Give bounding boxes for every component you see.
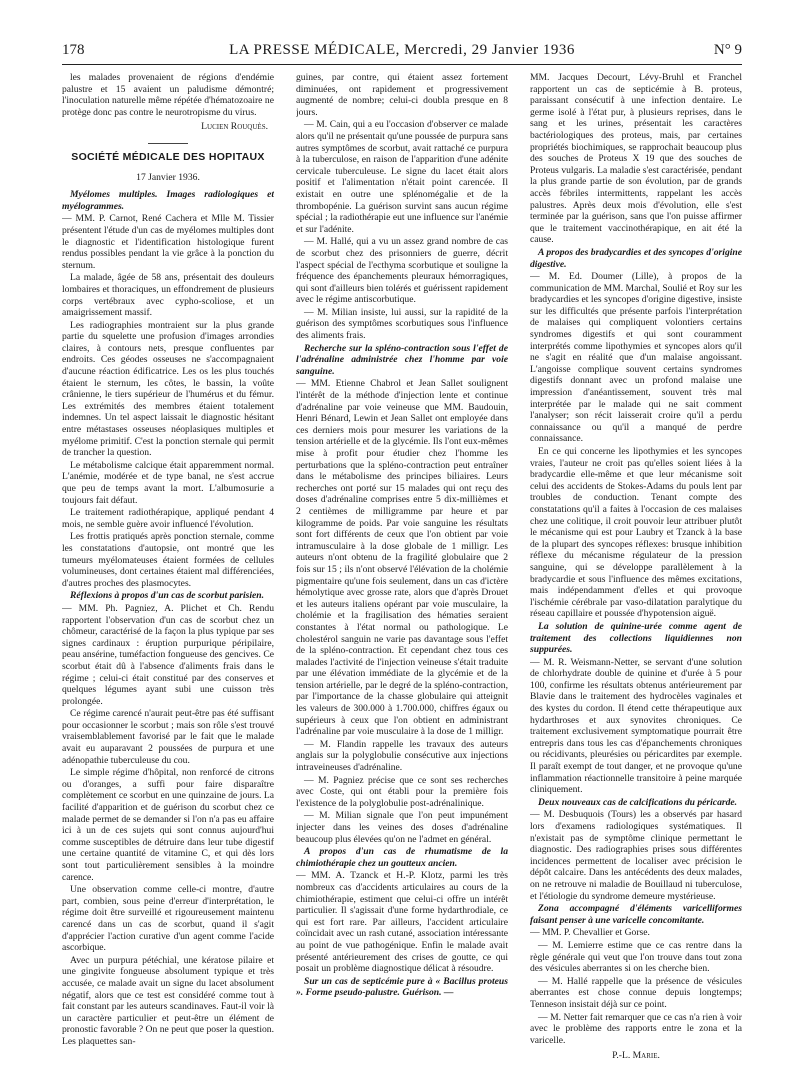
paragraph: — M. R. Weismann-Netter, se servant d'une solution de chlorhydrate double de quinine et d'urée à 5 pour 100, confirme les résultats obtenus antérieurement par Blavie dans le traitement des hydrocèles vaginales et des kystes du cordon. Il étend cette thérapeutique aux hydarthroses et aux synovites chroniques. Ce traitement exclusivement symptomatique pourrait être entrepris dans tous les cas d'épanchements chroniques ou récidivants, pleurésies ou péricardites par exemple. Il paraît exempt de tout danger, et ne provoque qu'une inflammation réactionnelle transitoire à peine marquée cliniquement. (530, 656, 742, 796)
paragraph: — M. Pagniez précise que ce sont ses recherches avec Coste, qui ont établi pour la première fois l'existence de la polyglobulie post-adrénalinique. (296, 774, 508, 809)
paragraph: — MM. P. Chevallier et Gorse. (530, 927, 650, 939)
column-3 (530, 72, 742, 1072)
paragraph: — M. Ed. Doumer (Lille), à propos de la communication de MM. Marchal, Soulié et Roy sur les bradycardies et les syncopes d'origine digestive, insiste sur les difficultés que présente parfois l'interprétation de malaises qui compliquent volontiers certains syndromes digestifs et qui sont couramment interprétés comme lipothymies et syncopes alors qu'il ne s'agit en réalité que d'un malaise angoissant. L'angoisse complique souvent certains syndromes digestifs donnant avec un profond malaise une impression d'anéantissement, souvent très mal interprétée par le malade qui ne sait comment l'analyser; son récit laisserait croire qu'il a perdu connaissance ou qu'il a manqué de perdre connaissance. (530, 271, 742, 445)
paragraph: — M. Desbuquois (Tours) les a observés par hasard lors d'examens radiologiques systématiques. Il n'existait pas de symptôme clinique permettant le diagnostic. Des radiographies prises sous différentes incidences permettent de localiser avec précision le dépôt calcaire. Dans les antécédents des deux malades, on ne retrouve ni maladie de Bouillaud ni tuberculose, et l'étiologie du syndrome demeure mystérieuse. (530, 809, 742, 902)
paragraph: — MM. P. Carnot, René Cachera et Mlle M. Tissier présentent l'étude d'un cas de myélomes multiples dont le diagnostic et l'identification histologique furent rendus possibles pendant la vie grâce à la ponction du sternum. (62, 213, 274, 271)
report-title: A propos des bradycardies et des syncopes d'origine digestive. (530, 246, 742, 270)
paragraph: Le métabolisme calcique était apparemment normal. L'anémie, modérée et de type banal, ne s'est accrue que peu de temps avant la mort. L'albumosurie a toujours fait défaut. (62, 459, 274, 506)
paragraph: Le simple régime d'hôpital, non renforcé de citrons ou d'oranges, a suffi pour faire disparaître complètement ce scorbut en une quinzaine de jours. La facilité d'apparition et de guérison du scorbut chez ce malade permet de se demander si l'on n'a pas eu affaire ici à un de ces sujets qui sont connus aujourd'hui comme susceptibles de détruire dans leur tube digestif une certaine quantité de vitamine C, et qui dès lors sont tout particulièrement sensibles à la moindre carence. (62, 767, 274, 883)
report-title: Deux nouveaux cas de calcifications du péricarde. (538, 796, 738, 808)
report-title: A propos d'un cas de rhumatisme de la chimiothérapie chez un goutteux ancien. (296, 846, 508, 869)
paragraph: — M. Milian insiste, lui aussi, sur la rapidité de la guérison des symptômes scorbutiques sous l'influence des aliments frais. (296, 306, 508, 342)
paragraph: — M. Netter fait remarquer que ce cas n'a rien à voir avec le problème des rapports entre le zona et la varicelle. (530, 1011, 742, 1046)
paragraph: Les radiographies montraient sur la plus grande partie du squelette une profusion d'images arrondies claires, à contours nets, presque confluentes par endroits. Ces géodes osseuses ne s'accompagnaient d'aucune réaction édificatrice. Les os les plus touchés étaient le sternum, les côtes, le bassin, la voûte crânienne, le tiers supérieur de l'humérus et du fémur. Les extrémités des membres étaient totalement indemnes. Un tel aspect laissait le diagnostic hésitant entre métastases osseuses néoplasiques multiples et myélome primitif. C'est la ponction sternale qui permit de trancher la question. (62, 319, 274, 459)
report-title: Zona accompagné d'éléments varicelliformes faisant penser à une varicelle concomitante. (530, 903, 742, 926)
paragraph: les malades provenaient de régions d'endémie palustre et 15 avaient un paludisme démontré; l'inoculation naturelle même répétée d'hématozoaire ne protège donc pas contre le neurotropisme du virus. (62, 72, 274, 118)
report-title: Réflexions à propos d'un cas de scorbut parisien. (70, 590, 265, 602)
report-title: Recherche sur la spléno-contraction sous l'effet de l'adrénaline administrée chez l'homme par voie sanguine. (296, 342, 508, 377)
paragraph: Le traitement radiothérapique, appliqué pendant 4 mois, ne semble guère avoir influencé l'évolution. (62, 507, 274, 530)
paragraph: — M. Hallé rappelle que la présence de vésicules aberrantes est chose connue depuis longtemps; Tenneson insistait déjà sur ce point. (530, 975, 742, 1010)
paragraph: La malade, âgée de 58 ans, présentait des douleurs lombaires et thoraciques, un effondrement de plusieurs corps vertébraux avec cypho-scoliose, et un amaigrissement massif. (62, 272, 274, 319)
paragraph: MM. Jacques Decourt, Lévy-Bruhl et Franchel rapportent un cas de septicémie à B. proteus, paraissant consécutif à une infection dentaire. Le germe isolé à l'état pur, à plusieurs reprises, dans le sang et les urines, présentait les caractères bactériologiques des proteus, mais, par certaines propriétés biochimiques, se rapprochait beaucoup plus des souches de Proteus X 19 que des souches de Proteus vulgaris. La maladie s'est caractérisée, pendant la plus grande partie de son évolution, par de grands accès fébriles intermittents, rappelant les accès palustres. Après deux mois d'évolution, elle s'est terminée par la guérison, sans que l'on puisse affirmer que le traitement vaccinothérapique, en ait été la cause. (530, 72, 742, 246)
column-2 (296, 72, 508, 1072)
paragraph: — MM. Ph. Pagniez, A. Plichet et Ch. Rendu rapportent l'observation d'un cas de scorbut chez un chômeur, caractérisé de la façon la plus typique par ses signes cardinaux : éruption purpurique péripilaire, peau ansérine, tuméfaction fongueuse des gencives. Ce scorbut était dû à l'absence d'aliments frais dans le régime ; celui-ci était constitué par des conserves et quelques légumes ayant subi une cuisson très prolongée. (62, 602, 274, 707)
section-heading: SOCIÉTÉ MÉDICALE DES HOPITAUX (71, 150, 265, 163)
session-date: 17 Janvier 1936. (136, 171, 200, 183)
report-title: Myélomes multiples. Images radiologiques et myélogrammes. (62, 189, 274, 212)
paragraph: — MM. Etienne Chabrol et Jean Sallet soulignent l'intérêt de la méthode d'injection lente et continue d'adrénaline par voie veineuse que MM. Baudouin, Henri Bénard, Lewin et Jean Sallet ont employée dans ces derniers mois pour mesurer les variations de la tension artérielle et de la glycémie. Ils l'ont eux-mêmes mise à profit pour étudier chez l'homme les perturbations que la spléno-contraction peut entraîner dans le métabolisme des principes biliaires. Leurs recherches ont porté sur 15 malades qui ont reçu des doses d'adrénaline comprises entre 5 dix-millièmes et 2 centièmes de milligramme par heure et par kilogramme de poids. Par voie sanguine les résultats sont fort différents de ceux que l'on obtient par voie intramusculaire à la dose globale de 1 milligr. Les auteurs n'ont obtenu de la fragilité globulaire que 2 fois sur 15 ; ils n'ont observé l'élévation de la cholémie pigmentaire qu'une fois seulement, dans un cas d'ictère hémolytique avec grosse rate, alors que d'après Drouet et les auteurs italiens opérant par voie musculaire, la cholémie et la fragilisation des hématies seraient constantes à l'état normal ou pathologique. Le cholestérol sanguin ne varie pas davantage sous l'effet de la spléno-contraction. Et cependant chez tous ces malades l'activité de l'injection veineuse s'était traduite par une élévation immédiate de la glycémie et de la tension artérielle, par le degré de la spléno-contraction, par l'importance de la chasse globulaire qui atteignit les valeurs de 300.000 à 1.700.000, chiffres égaux ou supérieurs à ceux que l'on obtient en administrant l'adrénaline par voie musculaire à la dose de 1 milligr. (296, 378, 508, 738)
page-number: 178 (62, 42, 85, 58)
paragraph: — M. Milian signale que l'on peut impunément injecter dans les veines des doses d'adrénaline beaucoup plus élevées qu'on ne l'admet en général. (296, 810, 508, 845)
paragraph: — M. Hallé, qui a vu un assez grand nombre de cas de scorbut chez des prisonniers de guerre, décrit l'aspect spécial de l'ecthyma scorbutique et souligne la fréquence des épanchements pleuraux hémorragiques, qui sont d'ailleurs bien tolérés et guérissent rapidement avec le régime antiscorbutique. (296, 236, 508, 306)
paragraph: En ce qui concerne les lipothymies et les syncopes vraies, l'auteur ne croit pas qu'elles soient liées à la bradycardie elle-même et que leur mécanisme soit celui des accidents de Stokes-Adams du pouls lent par troubles de conduction. Tenant compte des constatations qu'il a faites à l'occasion de ces malaises chez une colitique, il croit pouvoir leur attribuer plutôt le mécanisme qui est pour Laubry et Tzanck à la base de la plupart des syncopes réflexes: brusque inhibition réflexe du mécanisme régulateur de la pression sanguine, qui se développe parallèlement à la bradycardie et sous l'influence des mêmes excitations, mais indépendamment d'elles et qui provoque l'ischémie cérébrale par vaso-dilatation paralytique du réseau capillaire et poussée d'hypotension aiguë. (530, 446, 742, 620)
paragraph: — MM. A. Tzanck et H.-P. Klotz, parmi les très nombreux cas d'accidents articulaires au cours de la chimiothérapie, estiment que celui-ci offre un intérêt particulier. Il s'agissait d'une forme hydarthrodiale, ce qui est fort rare. Par ailleurs, l'accident articulaire coïncidait avec un rash cutané, association intéressante au point de vue pathogénique. Enfin le malade avait présenté antérieurement des crises de goutte, ce qui posait un problème diagnostique délicat à résoudre. (296, 870, 508, 975)
paragraph: — M. Cain, qui a eu l'occasion d'observer ce malade alors qu'il ne présentait qu'une poussée de purpura sans autres symptômes de scorbut, avait rattaché ce purpura à la tuberculose, en raison de l'apparition d'une adénite cervicale tuberculeuse. Le signe du lacet était alors positif et l'alimentation n'était point carencée. Il existait en outre une splénomégalie et de la thrombopénie. La guérison survint sans aucun régime spécial ; la radiothérapie eut une influence sur l'anémie et sur l'adénite. (296, 119, 508, 235)
paragraph: Une observation comme celle-ci montre, d'autre part, combien, sous peine d'erreur d'interprétation, le régime doit être surveillé et rigoureusement maintenu carencé dans un cas de scorbut, quand il s'agit d'apprécier l'action curative d'un agent comme l'acide ascorbique. (62, 884, 274, 954)
paragraph: — M. Lemierre estime que ce cas rentre dans la règle générale qui veut que l'on trouve dans tout zona des vésicules aberrantes si on les cherche bien. (530, 939, 742, 975)
column-1 (62, 72, 274, 1072)
divider (148, 143, 188, 144)
report-title: Sur un cas de septicémie pure à « Bacillus proteus ». Forme pseudo-palustre. Guérison. — (296, 975, 508, 999)
paragraph: Ce régime carencé n'aurait peut-être pas été suffisant pour occasionner le scorbut ; mais son rôle s'est trouvé vraisemblablement favorisé par le fait que le malade avait eu auparavant 2 poussées de purpura et une adénopathie tuberculeuse du cou. (62, 708, 274, 766)
journal-title: LA PRESSE MÉDICALE, Mercredi, 29 Janvier 1936 (229, 42, 575, 58)
paragraph: Avec un purpura pétéchial, une kératose pilaire et une gingivite fongueuse absolument typique et très accusée, ce malade avait un signe du lacet absolument négatif, alors que ce test est considéré comme tout à fait constant par les auteurs scandinaves. Faut-il voir là un caractère particulier et peut-être un élément de pronostic favorable ? On ne peut que poser la question. Les plaquettes san- (62, 954, 274, 1047)
page-header (62, 42, 742, 65)
issue-number: N° 9 (713, 42, 742, 58)
report-title: La solution de quinine-urée comme agent de traitement des collections liquidiennes non suppurées. (530, 620, 742, 656)
signature: Lucien Rouquès. (201, 121, 268, 133)
paragraph: Les frottis pratiqués après ponction sternale, comme les constatations d'autopsie, ont montré que les tumeurs myélomateuses étaient formées de cellules volumineuses, dont certaines étaient mal différenciées, d'autres proches des plasmocytes. (62, 531, 274, 589)
paragraph: guines, par contre, qui étaient assez fortement diminuées, ont rapidement et progressivement augmenté de nombre; celui-ci doubla presque en 8 jours. (296, 72, 508, 118)
paragraph: — M. Flandin rappelle les travaux des auteurs anglais sur la polyglobulie consécutive aux injections intraveineuses d'adrénaline. (296, 738, 508, 774)
article-columns (62, 72, 742, 1072)
signature: P.-L. Marie. (612, 1050, 660, 1062)
